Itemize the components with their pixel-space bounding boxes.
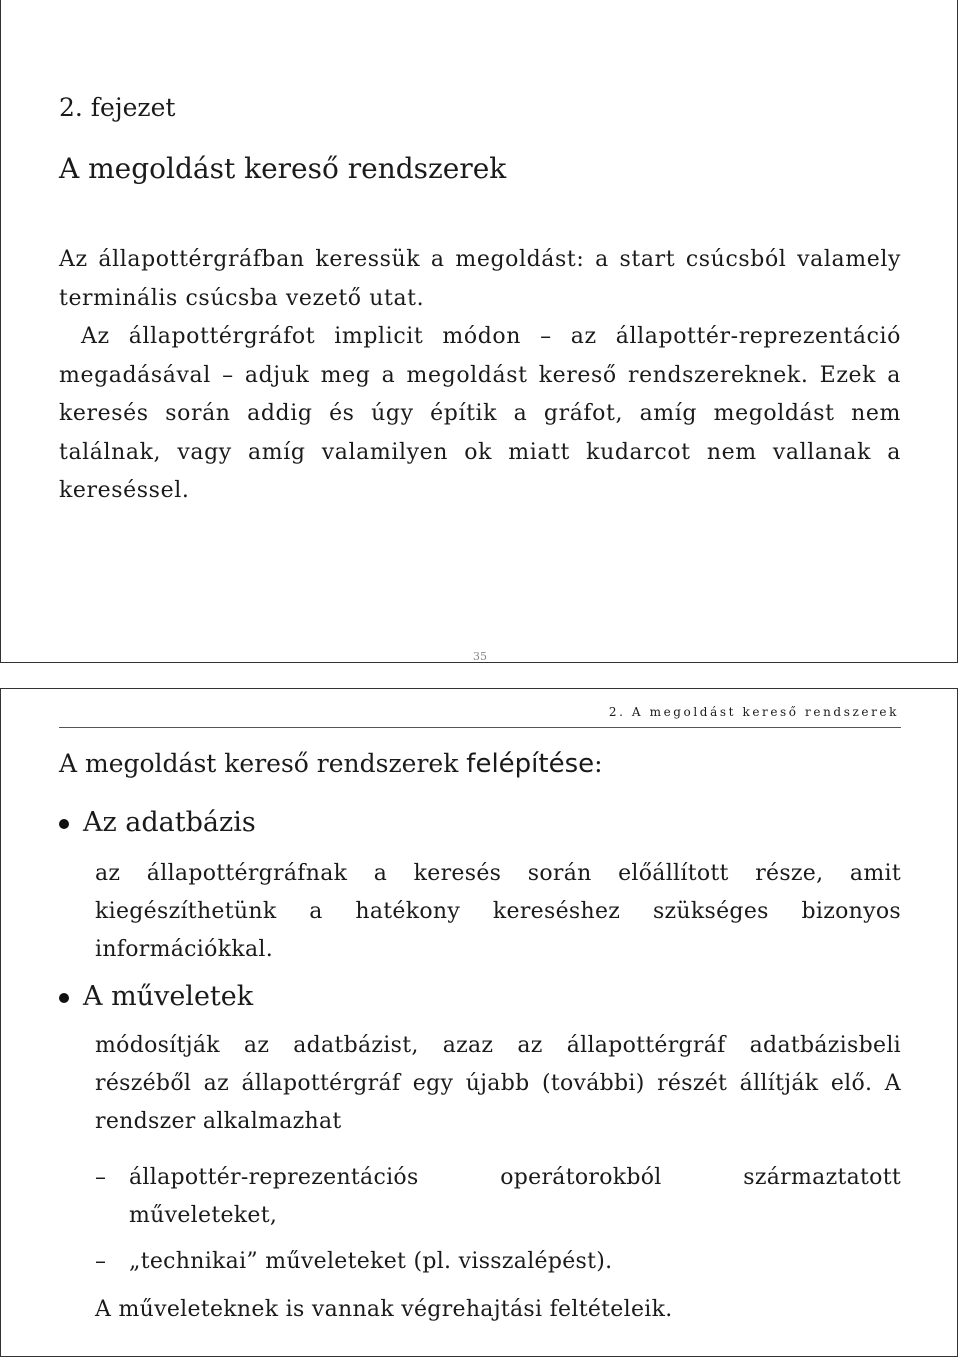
operations-description: módosítják az adatbázist, azaz az állapottérgráf adatbázisbeli részéből az állapottérgráf egy újabb (további) részét állítják elő. A rendszer alkalmazhat	[95, 1033, 901, 1134]
slide-title	[59, 749, 603, 779]
bullet-dot-icon	[59, 993, 69, 1003]
slide-title-suffix: :	[594, 749, 603, 778]
dash-item-text: „technikai” műveleteket (pl. visszalépést).	[129, 1249, 613, 1274]
bullet-database-heading: Az adatbázis	[83, 807, 256, 838]
dash-marker-icon: –	[95, 1165, 107, 1190]
chapter-label: 2. fejezet	[59, 93, 176, 122]
slide-page-1	[0, 0, 958, 663]
slide-title-prefix: A megoldást kereső rendszerek	[59, 749, 467, 778]
slide-title-emphasis: felépítése	[466, 749, 595, 779]
dash-item-operators	[95, 1159, 901, 1235]
header-rule	[59, 727, 901, 728]
dash-item-text: állapottér-reprezentációs operátorokból származtatott műveleteket,	[129, 1165, 901, 1228]
intro-continuation: Az állapottérgráfot implicit módon – az állapottér-reprezentáció megadásával – adjuk meg a megoldást kereső rendszereknek. Ezek a keresés során addig és úgy építik a gráfot, amíg megoldást nem találnak, vagy amíg valamilyen ok miatt kudarcot nem vallanak a kereséssel.	[59, 324, 901, 503]
closing-sentence: A műveleteknek is vannak végrehajtási feltételeik.	[95, 1297, 673, 1322]
page-number: 35	[473, 650, 487, 662]
intro-paragraph	[59, 241, 901, 511]
bullet-operations-heading: A műveletek	[83, 981, 254, 1012]
bullet-operations	[59, 981, 253, 1012]
dash-item-technical	[95, 1243, 901, 1281]
running-head: 2. A megoldást kereső rendszerek	[608, 705, 899, 719]
database-description: az állapottérgráfnak a keresés során előállított része, amit kiegészíthetünk a hatékony kereséshez szükséges bizonyos információkkal.	[95, 861, 901, 962]
dash-marker-icon: –	[95, 1249, 107, 1274]
chapter-title: A megoldást kereső rendszerek	[59, 152, 507, 185]
intro-sentence: Az állapottérgráfban keressük a megoldást: a start csúcsból valamely terminális csúcsba vezető utat.	[59, 247, 901, 311]
bullet-dot-icon	[59, 819, 69, 829]
bullet-database	[59, 807, 256, 838]
slide-page-2	[0, 688, 958, 1357]
